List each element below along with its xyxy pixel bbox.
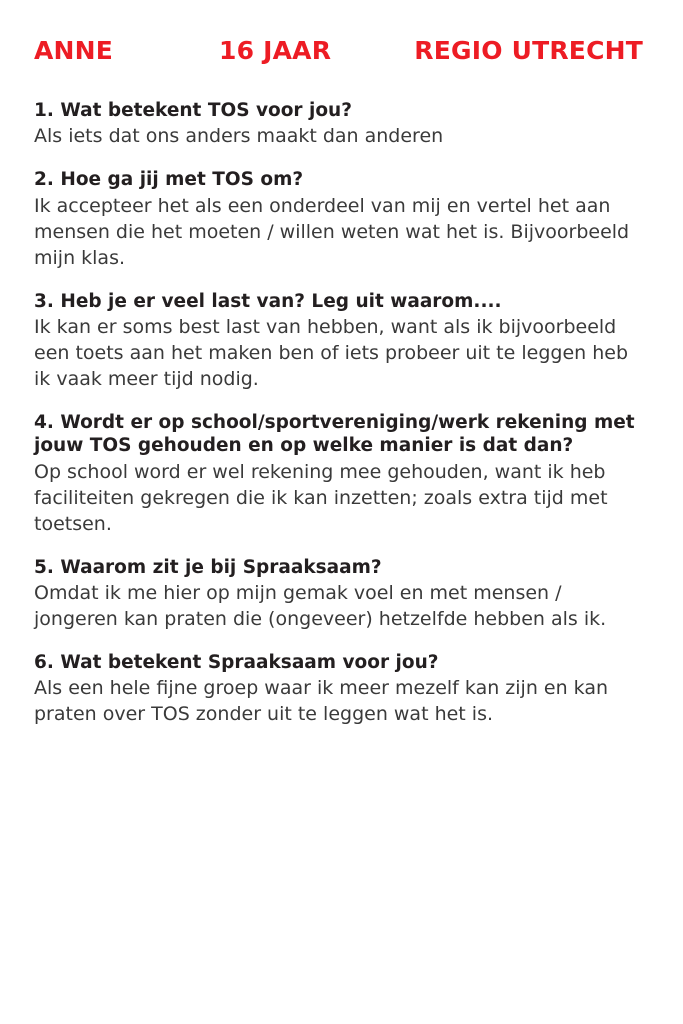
answer-text: Als een hele fijne groep waar ik meer mezelf kan zijn en kan praten over TOS zonder uit te leggen wat het is. [34, 677, 609, 726]
qa-item-1 [34, 99, 649, 149]
question-text: 3. Heb je er veel last van? Leg uit waarom.... [34, 290, 502, 312]
answer-text: Omdat ik me hier op mijn gemak voel en met mensen / jongeren kan praten die (ongeveer) hetzelfde hebben als ik. [34, 581, 607, 630]
person-region: REGIO UTRECHT [414, 36, 643, 65]
qa-item-4 [34, 411, 649, 537]
answer-text: Ik kan er soms best last van hebben, want als ik bijvoorbeeld een toets aan het maken ben of iets probeer uit te leggen heb ik vaak meer tijd nodig. [34, 315, 629, 390]
answer-text: Op school word er wel rekening mee gehouden, want ik heb faciliteiten gekregen die ik kan inzetten; zoals extra tijd met toetsen. [34, 460, 608, 535]
question-text: 4. Wordt er op school/sportvereniging/werk rekening met jouw TOS gehouden en op welke manier is dat dan? [34, 412, 635, 457]
question-text: 5. Waarom zit je bij Spraaksaam? [34, 556, 382, 578]
profile-header [34, 36, 649, 65]
qa-item-5 [34, 556, 649, 632]
question-text: 1. Wat betekent TOS voor jou? [34, 100, 352, 121]
answer-text: Als iets dat ons anders maakt dan anderen [34, 125, 444, 148]
person-name: ANNE [34, 36, 114, 65]
question-text: 2. Hoe ga jij met TOS om? [34, 169, 304, 191]
answer-text: Ik accepteer het als een onderdeel van mij en vertel het aan mensen die het moeten / willen weten wat het is. Bijvoorbeeld mijn klas. [34, 194, 630, 269]
qa-item-3 [34, 290, 649, 392]
person-age: 16 JAAR [219, 36, 332, 65]
qa-item-6 [34, 651, 649, 727]
qa-item-2 [34, 168, 649, 270]
question-text: 6. Wat betekent Spraaksaam voor jou? [34, 651, 439, 673]
